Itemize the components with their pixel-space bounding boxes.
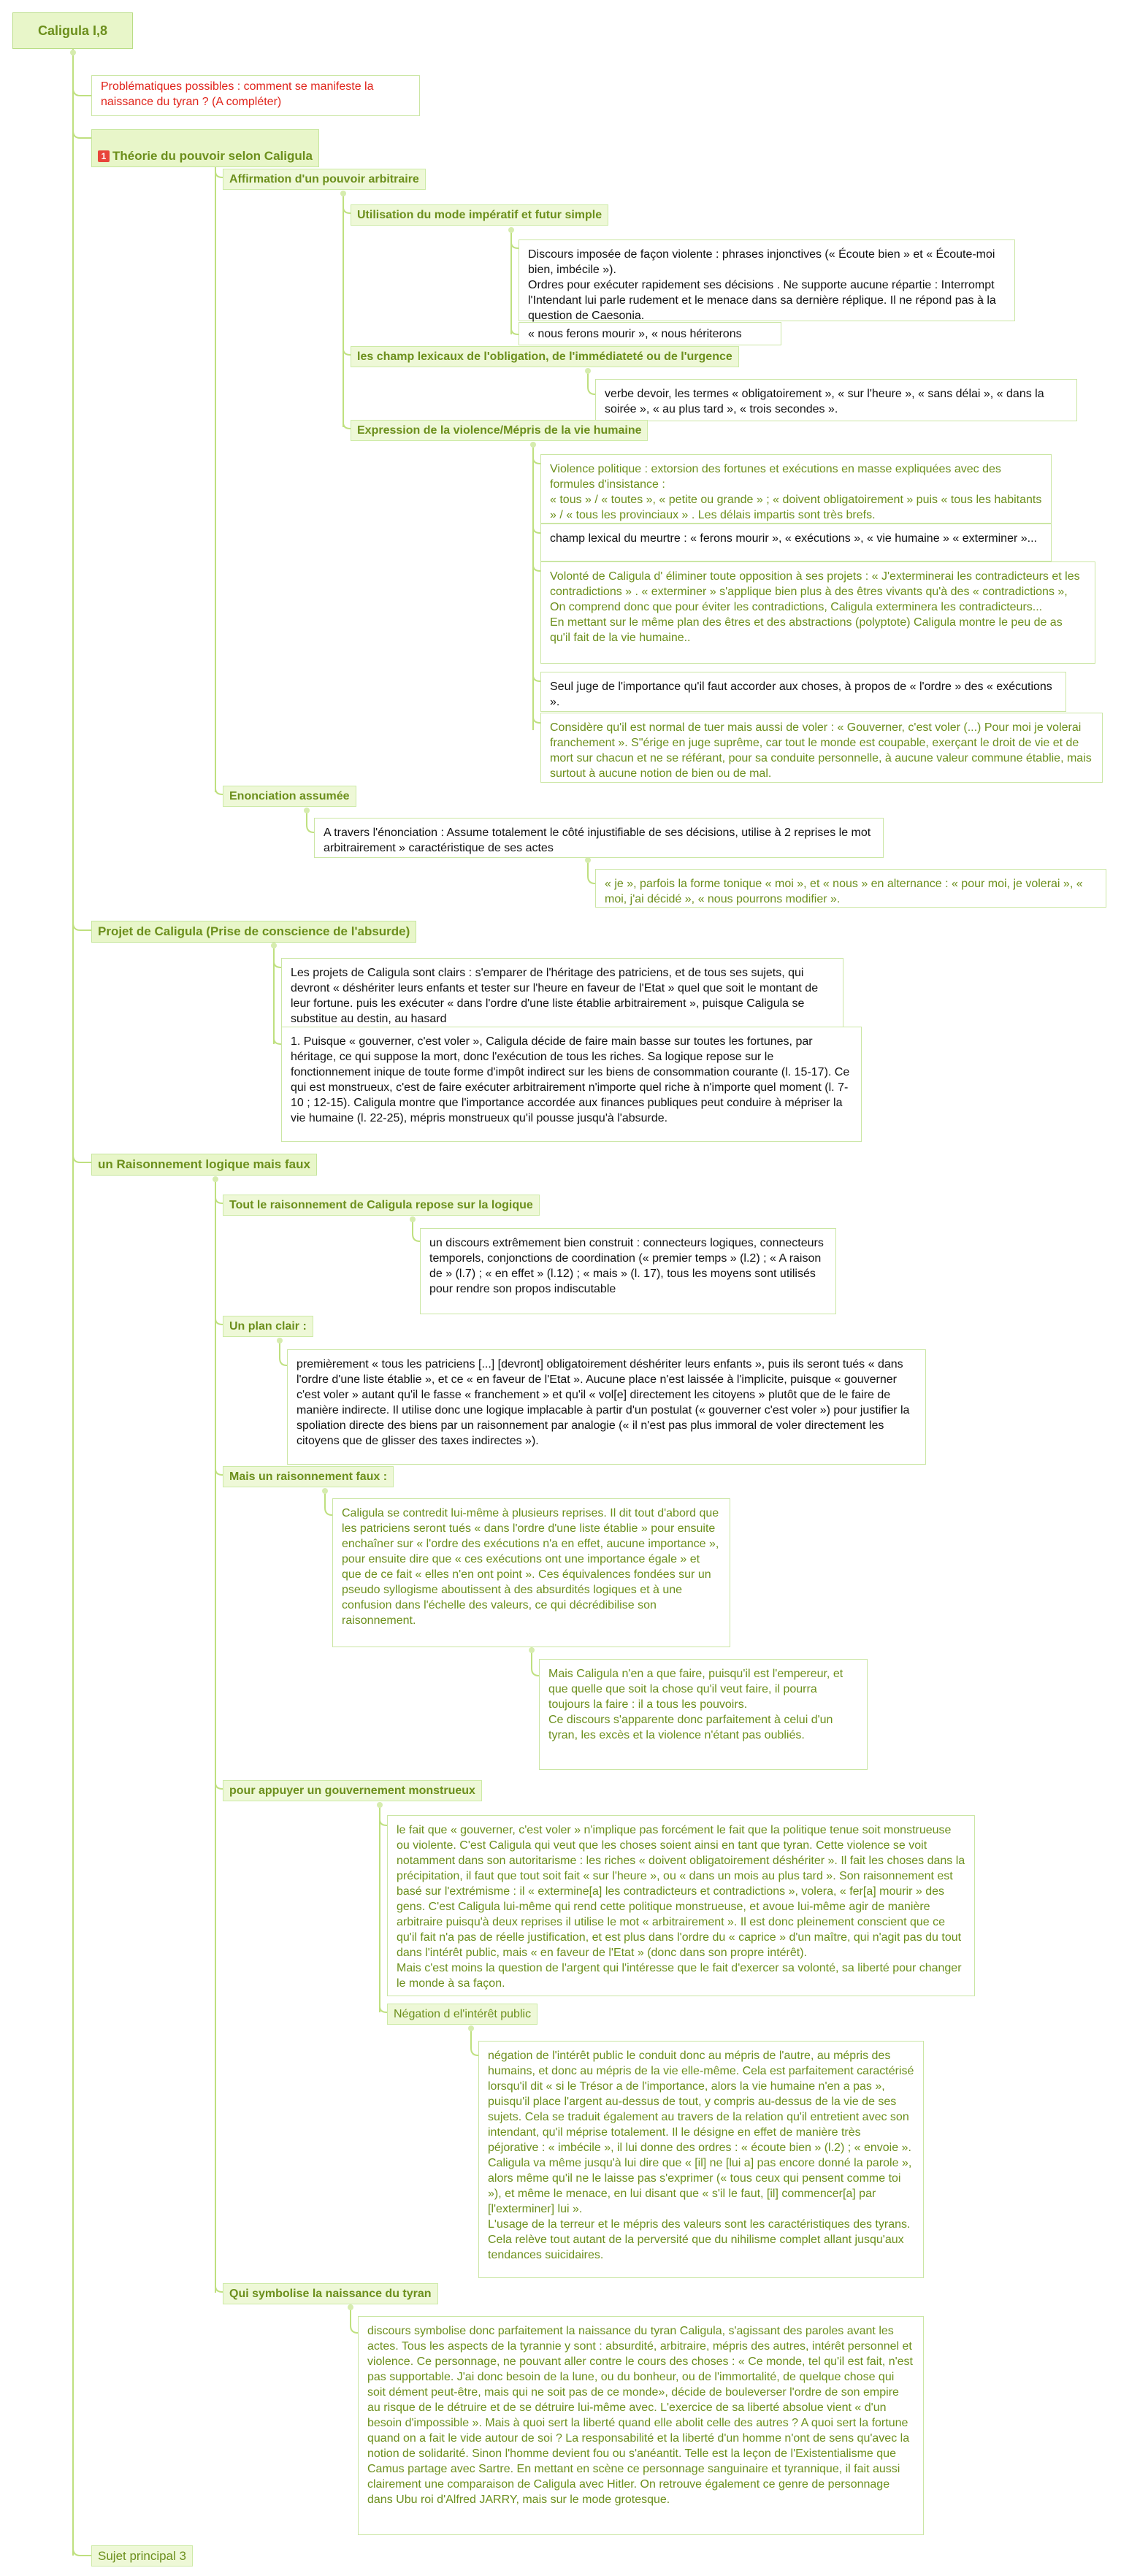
note-projet-1[interactable]: Les projets de Caligula sont clairs : s'emparer de l'héritage des patriciens, et de tous ses sujets, qui devront « déshériter leurs enfants et tester sur l'heure en faveur de l'Etat » quel que soit le montant de leur fortune. puis les exécuter « dans l'ordre d'une liste établie arbitrairement », puisque Caligula se substitue au destin, au hasard — [281, 958, 843, 1027]
note-imperatif-2[interactable]: « nous ferons mourir », « nous hériterons — [519, 322, 781, 345]
problematique-note[interactable]: Problématiques possibles : comment se manifeste la naissance du tyran ? (A compléter) — [91, 75, 420, 116]
connector-dot — [70, 50, 76, 55]
connector-dot — [271, 943, 277, 948]
subtopic-appuyer[interactable]: pour appuyer un gouvernement monstrueux — [223, 1780, 482, 1801]
note-champs-1[interactable]: verbe devoir, les termes « obligatoirement », « sur l'heure », « sans délai », « dans la soirée », « au plus tard », « trois secondes ». — [595, 379, 1077, 421]
subtopic-tout-logique[interactable]: Tout le raisonnement de Caligula repose sur la logique — [223, 1195, 540, 1216]
connector-dot — [348, 2304, 353, 2310]
connector — [215, 1469, 223, 1475]
connector-dot — [213, 1176, 218, 1182]
connector-dot — [322, 1488, 328, 1494]
connector-dot — [377, 1802, 383, 1808]
connector — [380, 2006, 387, 2012]
subtopic-enonciation[interactable]: Enonciation assumée — [223, 786, 356, 807]
connector — [343, 423, 351, 429]
connector-dot — [410, 1216, 416, 1222]
note-violence-5[interactable]: Considère qu'il est normal de tuer mais aussi de voler : « Gouverner, c'est voler (...) Pour moi je volerai franchement ». S"érige en juge suprême, car tout le monde est coupable, exerçant le droit de vie et de mort sur chacun et ne se référant, pour sa conduite personnelle, à aucune valeur commune établie, mais surtout à aucune notion de bien ou de mal. — [540, 713, 1103, 783]
connector — [215, 172, 223, 177]
topic-theorie[interactable] — [91, 129, 319, 167]
connector — [511, 329, 519, 334]
subtopic-champs-lexicaux[interactable]: les champ lexicaux de l'obligation, de l'immédiateté ou de l'urgence — [351, 346, 739, 367]
connector-dot — [277, 1338, 283, 1343]
connector — [511, 242, 519, 248]
connector — [533, 527, 540, 533]
connector — [343, 207, 351, 213]
connector-dot — [340, 191, 346, 196]
connector — [215, 2286, 223, 2292]
connector — [343, 349, 351, 355]
connector — [533, 458, 540, 464]
connector — [215, 1319, 223, 1325]
note-projet-2[interactable]: 1. Puisque « gouverner, c'est voler », Caligula décide de faire main basse sur toutes les fortunes, par héritage, ce qui suppose la mort, donc l'exécution de tous les riches. Sa logique repose sur le fonctionnement inique de toute forme d'impôt indirect sur les biens de consommation courante (l. 15-17). Ce qui est monstrueux, c'est de faire exécuter arbitrairement n'importe quel riche à n'importe quel moment (l. 7-10 ; 12-15). Caligula montre que l'importance accordée aux finances publiques peut conduire à mépriser la vie humaine (l. 22-25), mépris monstrueux qu'il pousse jusqu'à l'absurde. — [281, 1027, 862, 1142]
root-topic[interactable]: Caligula I,8 — [12, 12, 133, 49]
note-plan-clair[interactable]: premièrement « tous les patriciens [...] [devront] obligatoirement déshériter leurs enfants », puis ils seront tués « dans l'ordre d'une liste établie », et ce « en faveur de l'Etat ». Aucune place n'est laissée à l'implicite, puisque « gouverner c'est voler » autant qu'il le fasse « franchement » et qu'il « vol[e] directement les citoyens » plutôt que de le faire de manière indirecte. Il utilise donc une logique implacable à partir d'un postulat (« gouverner c'est voler ») pour justifier la spoliation directe des biens par un raisonnement par analogie (« il n'est pas plus immoral de voler directement les citoyens que de glisser des taxes indirectes »). — [287, 1349, 926, 1465]
connector-dot — [585, 368, 591, 374]
note-tout-logique[interactable]: un discours extrêmement bien construit : connecteurs logiques, connecteurs temporels, conjonctions de coordination (« premier temps » (l.2) ; « A raison de » (l.7) ; « en effet » (l.12) ; « mais » (l. 17), tous les moyens sont utilisés pour rendre son propos indiscutable — [420, 1228, 836, 1314]
note-violence-4[interactable]: Seul juge de l'importance qu'il faut accorder aux choses, à propos de « l'ordre » des « exécutions ». — [540, 672, 1066, 712]
note-negation[interactable]: négation de l'intérêt public le conduit donc au mépris de l'autre, au mépris des humains, et donc au mépris de la vie elle-même. Cela est parfaitement caractérisé lorsqu'il dit « si le Trésor a de l'importance, alors la vie humaine n'en a pas », puisqu'il place l'argent au-dessus de tout, y compris au-dessus de la vie de ses sujets. Cela se traduit également au travers de la relation qu'il entretient avec son intendant, qu'il méprise totalement. Il le désigne en effet de manière très péjorative : « imbécile », il lui donne des ordres : « écoute bien » (l.2) ; « envoie ». Caligula va même jusqu'à lui dire que « [il] ne [lui a] pas encore donné la parole », alors même qu'il ne le laisse pas s'exprimer (« tous ceux qui pensent comme toi »), et même le menace, en lui disant que « s'il le faut, [il] commencer[a] par [l'exterminer] lui ». L'usage de la terreur et le mépris des valeurs sont les caractéristiques des tyrans. Cela relève tout autant de la perversité que du nihilisme complet allant jusqu'aux tendances suicidaires. — [478, 2041, 924, 2278]
subtopic-violence[interactable]: Expression de la violence/Mépris de la vie humaine — [351, 420, 648, 441]
connector — [215, 1197, 223, 1203]
subtopic-symbolise[interactable]: Qui symbolise la naissance du tyran — [223, 2283, 438, 2304]
connector — [73, 923, 91, 930]
connector — [380, 1820, 387, 1825]
subtopic-raisonnement-faux[interactable]: Mais un raisonnement faux : — [223, 1466, 394, 1487]
note-violence-3[interactable]: Volonté de Caligula d' éliminer toute opposition à ses projets : « J'exterminerai les contradicteurs et les contradictions » . « exterminer » s'applique bien plus à des êtres vivants qu'à des « contradictions », On comprend donc que pour éviter les contradictions, Caligula exterminera les contradicteurs... En mettant sur le même plan des êtres et des abstractions (polyptote) Caligula montre le peu de as qu'il fait de la vie humaine.. — [540, 561, 1095, 664]
connector-dot — [508, 227, 514, 233]
topic-projet[interactable]: Projet de Caligula (Prise de conscience de l'absurde) — [91, 921, 416, 943]
note-symbolise[interactable]: discours symbolise donc parfaitement la naissance du tyran Caligula, s'agissant des paroles avant les actes. Tous les aspects de la tyrannie y sont : absurdité, arbitraire, mépris des autres, intérêt personnel et violence. Ce personnage, ne pouvant aller contre le cours des choses : « Ce monde, tel qu'il est fait, n'est pas supportable. J'ai donc besoin de la lune, ou du bonheur, ou de l'immortalité, de quelque chose qui soit dément peut-être, mais qui ne soit pas de ce monde», décide de bouleverser l'ordre de son empire au risque de le détruire et de se détruire lui-même avec. L'exercice de sa liberté absolue vient « d'un besoin d'impossible ». Mais à quoi sert la liberté quand elle abolit celle des autres ? A quoi sert la fortune quand on a fait le vide autour de soi ? La responsabilité et la liberté d'un homme n'ont de sens qu'avec la notion de solidarité. Sinon l'homme devient fou ou s'anéantit. Telle est la leçon de l'Existentialisme que Camus partage avec Sartre. En mettant en scène ce personnage sanguinaire et tyrannique, il fait aussi clairement une comparaison de Caligula avec Hitler. On retrouve également ce genre de personnage dans Ubu roi d'Alfred JARRY, mais sur le mode grotesque. — [358, 2316, 924, 2535]
note-appuyer[interactable]: le fait que « gouverner, c'est voler » n'implique pas forcément le fait que la politique tenue soit monstrueuse ou violente. C'est Caligula qui veut que les choses soient ainsi en tant que tyran. Cette violence se voit notamment dans son autoritarisme : les riches « doivent obligatoirement déshériter ». Il fait les choses dans la précipitation, il faut que tout soit fait « sur l'heure », ou « dans un mois au plus tard ». Son raisonnement est basé sur l'extrémisme : il « extermine[a] les contradicteurs et contradictions », volera, « fer[a] mourir » des gens. C'est Caligula lui-même qui rend cette politique monstrueuse, et avoue lui-même agir de manière arbitraire puisqu'à deux reprises il utilise le mot « arbitrairement ». Il est donc pleinement conscient que ce qu'il fait n'a pas de réelle justification, et est plus dans l'ordre du « caprice » d'un maître, qui n'agit pas du tout dans l'intérêt public, mais « en faveur de l'Etat » (donc dans son propre intérêt). Mais c'est moins la question de l'argent qui l'intéresse que le fait d'exercer sa volonté, sa liberté pour changer le monde à sa façon. — [387, 1815, 975, 1996]
note-violence-1[interactable]: Violence politique : extorsion des fortunes et exécutions en masse expliquées avec des formules d'insistance : « tous » / « toutes », « petite ou grande » ; « doivent obligatoirement » puis « tous les habitants » / « tous les provinciaux » . Les délais impartis sont très brefs. — [540, 454, 1052, 524]
connector — [215, 789, 223, 794]
connector-dot — [468, 2025, 474, 2031]
topic-raisonnement[interactable]: un Raisonnement logique mais faux — [91, 1154, 317, 1176]
connector-dot — [529, 1647, 535, 1653]
note-imperatif-1[interactable]: Discours imposée de façon violente : phrases injonctives (« Écoute bien » et « Écoute-moi bien, imbécile »). Ordres pour exécuter rapidement ses décisions . Ne supporte aucune répartie : Interrompt l'Intendant lui parle rudement et le menace dans sa dernière réplique. Il ne répond pas à la question de Caesonia. — [519, 239, 1015, 321]
connector-dot — [304, 808, 310, 813]
connector — [73, 1155, 91, 1162]
connector — [533, 717, 540, 723]
topic-theorie-label: Théorie du pouvoir selon Caligula — [112, 149, 313, 163]
connector — [274, 1038, 281, 1044]
priority-1-icon: 1 — [98, 150, 110, 162]
subtopic-imperatif[interactable]: Utilisation du mode impératif et futur simple — [351, 204, 608, 226]
note-faux-1[interactable]: Caligula se contredit lui-même à plusieurs reprises. Il dit tout d'abord que les patriciens seront tués « dans l'ordre d'une liste établie » pour ensuite enchaîner sur « l'ordre des exécutions n'a en effet, aucune importance », pour ensuite dire que « ces exécutions ont une importance égale » et que de ce fait « elles n'en ont point ». Ces équivalences fondées sur un pseudo syllogisme aboutissent à des absurdités logiques et à une confusion dans l'échelle des valeurs, ce qui décrédibilise son raisonnement. — [332, 1498, 730, 1647]
connector-dot — [530, 442, 536, 448]
connector — [215, 1783, 223, 1789]
connector — [533, 565, 540, 571]
subtopic-affirmation[interactable]: Affirmation d'un pouvoir arbitraire — [223, 169, 426, 190]
connector — [533, 675, 540, 681]
subtopic-negation-interet[interactable]: Négation d el'intérêt public — [387, 2004, 537, 2025]
connector-dot — [585, 857, 591, 863]
note-enonciation-1[interactable]: A travers l'énonciation : Assume totalement le côté injustifiable de ses décisions, utilise à 2 reprises le mot arbitrairement » caractéristique de ses actes — [314, 818, 884, 858]
note-enonciation-2[interactable]: « je », parfois la forme tonique « moi », et « nous » en alternance : « pour moi, je volerai », « moi, j'ai décidé », « nous pourrons modifier ». — [595, 869, 1106, 908]
connector — [73, 2548, 91, 2556]
connector — [73, 88, 91, 96]
topic-sujet-principal-3[interactable]: Sujet principal 3 — [91, 2545, 193, 2567]
connector — [471, 2027, 478, 2055]
connector — [73, 131, 91, 138]
note-faux-2[interactable]: Mais Caligula n'en a que faire, puisqu'il est l'empereur, et que quelle que soit la chose qu'il veut faire, il pourra toujours la faire : il a tous les pouvoirs. Ce discours s'apparente donc parfaitement à celui d'un tyran, les excès et la violence n'étant pas oubliés. — [539, 1659, 868, 1770]
note-violence-2[interactable]: champ lexical du meurtre : « ferons mourir », « exécutions », « vie humaine » « exterminer »... — [540, 524, 1052, 561]
subtopic-plan-clair[interactable]: Un plan clair : — [223, 1316, 313, 1337]
connector — [274, 962, 281, 967]
